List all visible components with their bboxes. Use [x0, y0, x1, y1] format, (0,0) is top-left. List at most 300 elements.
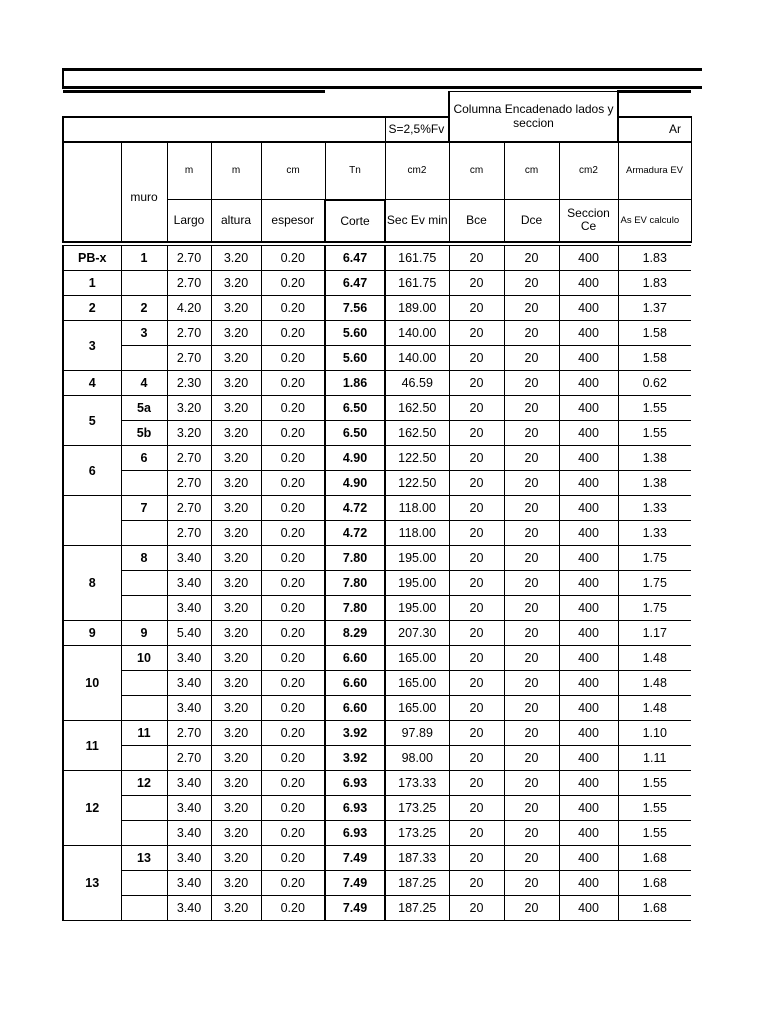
value-cell: 3.40 — [167, 846, 211, 871]
value-cell: 1.58 — [618, 346, 691, 371]
value-cell: 3.20 — [211, 421, 261, 446]
value-cell: 3.20 — [211, 371, 261, 396]
value-cell: 400 — [559, 746, 618, 771]
value-cell: 195.00 — [385, 596, 449, 621]
value-cell: 6.60 — [325, 671, 385, 696]
group-label: 5 — [63, 396, 121, 446]
label-cell: Corte — [325, 200, 385, 242]
table-row — [63, 746, 691, 771]
table-row — [63, 371, 691, 396]
muro-cell — [121, 796, 167, 821]
value-cell: 1.55 — [618, 796, 691, 821]
value-cell: 3.20 — [211, 621, 261, 646]
value-cell: 20 — [504, 546, 559, 571]
table-row — [63, 246, 691, 271]
table-row — [63, 571, 691, 596]
value-cell: 1.48 — [618, 696, 691, 721]
value-cell: 3.40 — [167, 796, 211, 821]
table-row — [63, 296, 691, 321]
value-cell: 3.40 — [167, 821, 211, 846]
value-cell: 118.00 — [385, 521, 449, 546]
value-cell: 0.20 — [261, 346, 325, 371]
value-cell: 1.37 — [618, 296, 691, 321]
unit-cell: m — [167, 142, 211, 200]
value-cell: 6.93 — [325, 771, 385, 796]
value-cell: 6.60 — [325, 696, 385, 721]
value-cell: 1.38 — [618, 446, 691, 471]
value-cell: 0.20 — [261, 471, 325, 496]
value-cell: 2.70 — [167, 346, 211, 371]
value-cell: 3.20 — [211, 871, 261, 896]
value-cell: 1.33 — [618, 521, 691, 546]
muro-cell — [121, 521, 167, 546]
muro-cell: 6 — [121, 446, 167, 471]
muro-cell — [121, 871, 167, 896]
value-cell: 4.20 — [167, 296, 211, 321]
value-cell: 3.92 — [325, 721, 385, 746]
value-cell: 20 — [449, 771, 504, 796]
value-cell: 20 — [504, 421, 559, 446]
table-row — [63, 271, 691, 296]
table-row — [63, 646, 691, 671]
value-cell: 7.56 — [325, 296, 385, 321]
value-cell: 20 — [504, 396, 559, 421]
value-cell: 20 — [504, 846, 559, 871]
table-row — [63, 846, 691, 871]
value-cell: 3.20 — [211, 271, 261, 296]
value-cell: 1.55 — [618, 421, 691, 446]
value-cell: 20 — [449, 871, 504, 896]
table-row — [63, 396, 691, 421]
group-label: 11 — [63, 721, 121, 771]
value-cell: 400 — [559, 546, 618, 571]
group-columna: Columna Encadenado lados y seccion — [449, 92, 618, 142]
value-cell: 0.20 — [261, 771, 325, 796]
value-cell: 20 — [504, 671, 559, 696]
unit-cell: Armadura EV — [618, 142, 691, 200]
value-cell: 6.93 — [325, 796, 385, 821]
title-bar — [62, 68, 702, 89]
value-cell: 3.40 — [167, 646, 211, 671]
value-cell: 0.20 — [261, 821, 325, 846]
table-row — [63, 721, 691, 746]
value-cell: 400 — [559, 521, 618, 546]
value-cell: 3.20 — [167, 421, 211, 446]
value-cell: 0.20 — [261, 671, 325, 696]
value-cell: 20 — [504, 471, 559, 496]
value-cell: 3.40 — [167, 896, 211, 921]
value-cell: 20 — [504, 896, 559, 921]
value-cell: 4.72 — [325, 496, 385, 521]
value-cell: 400 — [559, 246, 618, 271]
value-cell: 3.20 — [211, 821, 261, 846]
value-cell: 165.00 — [385, 671, 449, 696]
value-cell: 0.20 — [261, 871, 325, 896]
value-cell: 1.10 — [618, 721, 691, 746]
value-cell: 0.20 — [261, 896, 325, 921]
value-cell: 20 — [449, 496, 504, 521]
muro-cell — [121, 696, 167, 721]
value-cell: 122.50 — [385, 471, 449, 496]
value-cell: 2.70 — [167, 446, 211, 471]
value-cell: 2.70 — [167, 496, 211, 521]
value-cell: 20 — [449, 696, 504, 721]
value-cell: 2.70 — [167, 471, 211, 496]
muro-cell: 10 — [121, 646, 167, 671]
value-cell: 400 — [559, 596, 618, 621]
value-cell: 122.50 — [385, 446, 449, 471]
value-cell: 20 — [504, 871, 559, 896]
muro-cell: 12 — [121, 771, 167, 796]
table-row — [63, 521, 691, 546]
value-cell: 3.20 — [211, 571, 261, 596]
table-row — [63, 446, 691, 471]
value-cell: 20 — [449, 671, 504, 696]
value-cell: 0.20 — [261, 721, 325, 746]
value-cell: 20 — [449, 546, 504, 571]
value-cell: 20 — [449, 596, 504, 621]
value-cell: 20 — [449, 746, 504, 771]
value-cell: 1.48 — [618, 646, 691, 671]
value-cell: 20 — [504, 346, 559, 371]
value-cell: 400 — [559, 321, 618, 346]
muro-cell: 9 — [121, 621, 167, 646]
value-cell: 1.83 — [618, 246, 691, 271]
table-row — [63, 671, 691, 696]
muro-cell: 8 — [121, 546, 167, 571]
value-cell: 400 — [559, 771, 618, 796]
value-cell: 161.75 — [385, 246, 449, 271]
value-cell: 165.00 — [385, 646, 449, 671]
value-cell: 2.70 — [167, 521, 211, 546]
value-cell: 2.30 — [167, 371, 211, 396]
value-cell: 20 — [449, 321, 504, 346]
value-cell: 98.00 — [385, 746, 449, 771]
value-cell: 165.00 — [385, 696, 449, 721]
value-cell: 2.70 — [167, 271, 211, 296]
value-cell: 8.29 — [325, 621, 385, 646]
label-cell: Sec Ev min — [385, 200, 449, 242]
muro-cell — [121, 596, 167, 621]
value-cell: 1.55 — [618, 821, 691, 846]
value-cell: 0.20 — [261, 271, 325, 296]
value-cell: 20 — [504, 746, 559, 771]
value-cell: 0.20 — [261, 521, 325, 546]
muro-cell: 7 — [121, 496, 167, 521]
value-cell: 0.20 — [261, 571, 325, 596]
value-cell: 3.20 — [211, 846, 261, 871]
value-cell: 400 — [559, 796, 618, 821]
value-cell: 0.20 — [261, 371, 325, 396]
value-cell: 400 — [559, 271, 618, 296]
value-cell: 20 — [449, 471, 504, 496]
unit-cell: cm — [504, 142, 559, 200]
value-cell: 0.20 — [261, 446, 325, 471]
value-cell: 3.20 — [211, 546, 261, 571]
value-cell: 3.20 — [211, 346, 261, 371]
value-cell: 7.49 — [325, 871, 385, 896]
value-cell: 0.20 — [261, 621, 325, 646]
value-cell: 20 — [449, 246, 504, 271]
value-cell: 161.75 — [385, 271, 449, 296]
muro-cell — [121, 746, 167, 771]
value-cell: 400 — [559, 646, 618, 671]
value-cell: 3.20 — [211, 321, 261, 346]
value-cell: 46.59 — [385, 371, 449, 396]
group-header-row — [63, 92, 691, 117]
value-cell: 1.75 — [618, 596, 691, 621]
data-table — [62, 90, 692, 921]
value-cell: 0.20 — [261, 321, 325, 346]
value-cell: 173.25 — [385, 796, 449, 821]
table-row — [63, 421, 691, 446]
value-cell: 6.47 — [325, 271, 385, 296]
muro-cell — [121, 571, 167, 596]
value-cell: 5.60 — [325, 346, 385, 371]
value-cell: 20 — [504, 571, 559, 596]
muro-cell: 1 — [121, 246, 167, 271]
value-cell: 173.25 — [385, 821, 449, 846]
value-cell: 6.93 — [325, 821, 385, 846]
value-cell: 189.00 — [385, 296, 449, 321]
value-cell: 1.33 — [618, 496, 691, 521]
value-cell: 20 — [449, 896, 504, 921]
group-label: 2 — [63, 296, 121, 321]
table-row — [63, 346, 691, 371]
table-row — [63, 871, 691, 896]
value-cell: 6.50 — [325, 396, 385, 421]
group-label: 4 — [63, 371, 121, 396]
value-cell: 140.00 — [385, 321, 449, 346]
value-cell: 97.89 — [385, 721, 449, 746]
group-label — [63, 496, 121, 546]
value-cell: 0.20 — [261, 746, 325, 771]
muro-cell: 13 — [121, 846, 167, 871]
value-cell: 1.38 — [618, 471, 691, 496]
value-cell: 1.83 — [618, 271, 691, 296]
unit-cell: cm — [261, 142, 325, 200]
value-cell: 187.25 — [385, 871, 449, 896]
value-cell: 2.70 — [167, 246, 211, 271]
value-cell: 400 — [559, 571, 618, 596]
value-cell: 1.86 — [325, 371, 385, 396]
muro-cell — [121, 671, 167, 696]
muro-cell: 2 — [121, 296, 167, 321]
table-row — [63, 496, 691, 521]
group-label: 12 — [63, 771, 121, 846]
group-ar: Ar — [618, 117, 691, 142]
value-cell: 3.20 — [211, 396, 261, 421]
value-cell: 3.20 — [211, 496, 261, 521]
table-row — [63, 796, 691, 821]
value-cell: 400 — [559, 671, 618, 696]
value-cell: 400 — [559, 496, 618, 521]
value-cell: 140.00 — [385, 346, 449, 371]
value-cell: 3.20 — [211, 471, 261, 496]
value-cell: 20 — [504, 621, 559, 646]
value-cell: 400 — [559, 621, 618, 646]
value-cell: 1.58 — [618, 321, 691, 346]
value-cell: 3.20 — [211, 296, 261, 321]
value-cell: 400 — [559, 471, 618, 496]
group-label: 13 — [63, 846, 121, 921]
value-cell: 400 — [559, 721, 618, 746]
muro-cell: 11 — [121, 721, 167, 746]
value-cell: 20 — [504, 521, 559, 546]
value-cell: 7.49 — [325, 896, 385, 921]
group-label: 8 — [63, 546, 121, 621]
value-cell: 187.33 — [385, 846, 449, 871]
value-cell: 4.90 — [325, 471, 385, 496]
value-cell: 20 — [504, 821, 559, 846]
value-cell: 1.75 — [618, 571, 691, 596]
value-cell: 3.20 — [211, 721, 261, 746]
value-cell: 20 — [504, 246, 559, 271]
value-cell: 0.20 — [261, 696, 325, 721]
value-cell: 3.40 — [167, 596, 211, 621]
group-label: 3 — [63, 321, 121, 371]
value-cell: 20 — [504, 496, 559, 521]
value-cell: 20 — [504, 646, 559, 671]
table-row — [63, 596, 691, 621]
value-cell: 20 — [449, 371, 504, 396]
value-cell: 20 — [504, 796, 559, 821]
table-row — [63, 696, 691, 721]
muro-cell: 4 — [121, 371, 167, 396]
units-row — [63, 142, 691, 200]
value-cell: 3.20 — [211, 771, 261, 796]
table-row — [63, 896, 691, 921]
value-cell: 400 — [559, 296, 618, 321]
table-row — [63, 321, 691, 346]
value-cell: 3.40 — [167, 671, 211, 696]
muro-cell: 3 — [121, 321, 167, 346]
value-cell: 20 — [504, 446, 559, 471]
value-cell: 1.17 — [618, 621, 691, 646]
value-cell: 0.20 — [261, 421, 325, 446]
value-cell: 20 — [449, 396, 504, 421]
value-cell: 5.60 — [325, 321, 385, 346]
value-cell: 3.20 — [211, 896, 261, 921]
value-cell: 7.80 — [325, 546, 385, 571]
value-cell: 1.11 — [618, 746, 691, 771]
value-cell: 2.70 — [167, 321, 211, 346]
value-cell: 400 — [559, 846, 618, 871]
muro-cell — [121, 471, 167, 496]
value-cell: 0.20 — [261, 246, 325, 271]
value-cell: 400 — [559, 896, 618, 921]
muro-cell — [121, 271, 167, 296]
value-cell: 3.40 — [167, 546, 211, 571]
value-cell: 400 — [559, 446, 618, 471]
group-label: 1 — [63, 271, 121, 296]
value-cell: 1.68 — [618, 846, 691, 871]
value-cell: 3.20 — [211, 646, 261, 671]
table-row — [63, 771, 691, 796]
value-cell: 20 — [449, 846, 504, 871]
value-cell: 400 — [559, 821, 618, 846]
value-cell: 3.20 — [211, 796, 261, 821]
table-row — [63, 546, 691, 571]
table-row — [63, 471, 691, 496]
unit-cell: cm2 — [385, 142, 449, 200]
value-cell: 3.40 — [167, 871, 211, 896]
value-cell: 20 — [504, 696, 559, 721]
value-cell: 7.80 — [325, 596, 385, 621]
value-cell: 195.00 — [385, 571, 449, 596]
value-cell: 187.25 — [385, 896, 449, 921]
value-cell: 3.20 — [211, 696, 261, 721]
muro-cell — [121, 821, 167, 846]
value-cell: 5.40 — [167, 621, 211, 646]
value-cell: 118.00 — [385, 496, 449, 521]
value-cell: 20 — [449, 821, 504, 846]
value-cell: 6.47 — [325, 246, 385, 271]
value-cell: 20 — [449, 796, 504, 821]
value-cell: 6.60 — [325, 646, 385, 671]
label-cell: As EV calculo — [618, 200, 691, 242]
value-cell: 400 — [559, 871, 618, 896]
label-cell: Dce — [504, 200, 559, 242]
value-cell: 3.20 — [211, 746, 261, 771]
muro-cell: 5a — [121, 396, 167, 421]
table-row — [63, 821, 691, 846]
value-cell: 20 — [504, 596, 559, 621]
value-cell: 20 — [504, 271, 559, 296]
value-cell: 20 — [449, 621, 504, 646]
group-label: 6 — [63, 446, 121, 496]
value-cell: 1.55 — [618, 771, 691, 796]
value-cell: 0.20 — [261, 846, 325, 871]
value-cell: 0.20 — [261, 596, 325, 621]
value-cell: 20 — [504, 771, 559, 796]
col-muro: muro — [121, 142, 167, 242]
value-cell: 195.00 — [385, 546, 449, 571]
value-cell: 0.20 — [261, 546, 325, 571]
value-cell: 20 — [449, 271, 504, 296]
value-cell: 1.68 — [618, 871, 691, 896]
value-cell: 3.40 — [167, 696, 211, 721]
value-cell: 20 — [449, 721, 504, 746]
value-cell: 3.40 — [167, 571, 211, 596]
value-cell: 162.50 — [385, 396, 449, 421]
value-cell: 3.20 — [211, 246, 261, 271]
unit-cell: cm — [449, 142, 504, 200]
value-cell: 1.48 — [618, 671, 691, 696]
value-cell: 20 — [449, 571, 504, 596]
value-cell: 1.55 — [618, 396, 691, 421]
value-cell: 6.50 — [325, 421, 385, 446]
value-cell: 20 — [449, 296, 504, 321]
value-cell: 20 — [504, 296, 559, 321]
value-cell: 0.20 — [261, 796, 325, 821]
value-cell: 20 — [449, 421, 504, 446]
value-cell: 20 — [504, 321, 559, 346]
muro-cell — [121, 896, 167, 921]
value-cell: 3.20 — [211, 671, 261, 696]
unit-cell: cm2 — [559, 142, 618, 200]
group-label: PB-x — [63, 246, 121, 271]
label-cell: Bce — [449, 200, 504, 242]
value-cell: 400 — [559, 396, 618, 421]
value-cell: 2.70 — [167, 721, 211, 746]
muro-cell: 5b — [121, 421, 167, 446]
group-s: S=2,5%Fv — [385, 117, 449, 142]
label-cell: altura — [211, 200, 261, 242]
value-cell: 1.68 — [618, 896, 691, 921]
group-label: 9 — [63, 621, 121, 646]
value-cell: 20 — [449, 521, 504, 546]
